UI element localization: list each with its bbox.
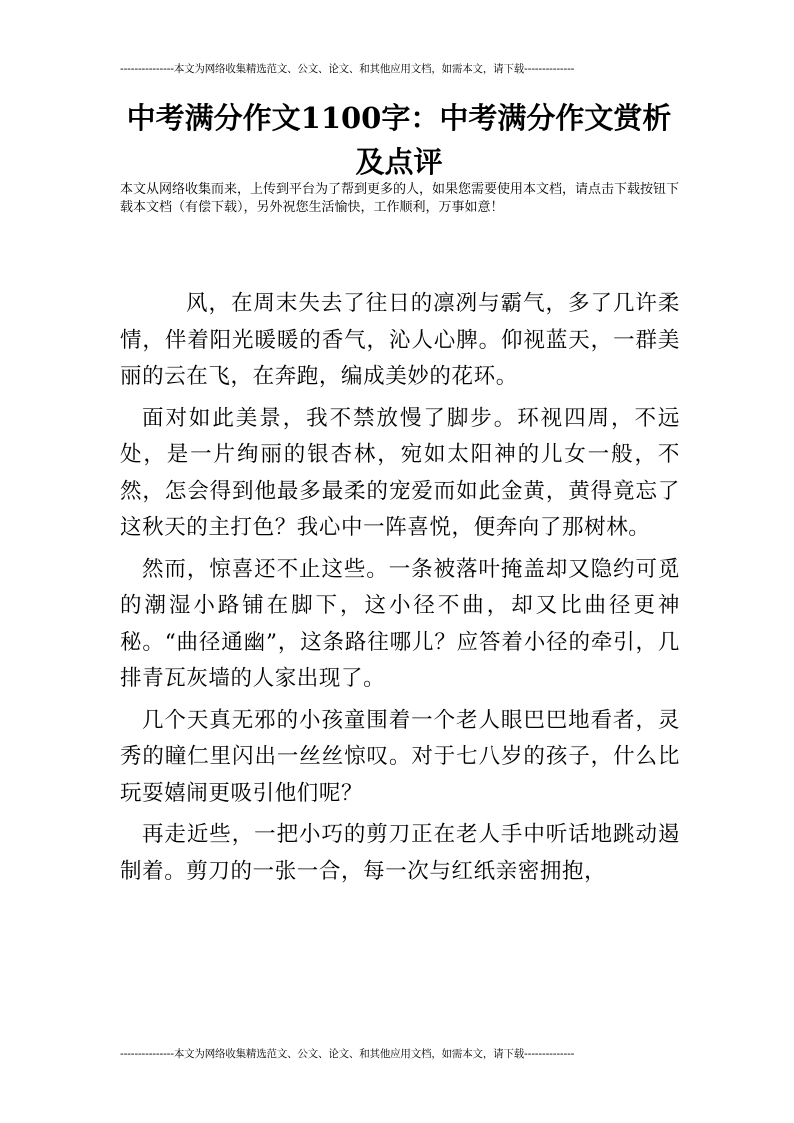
paragraph-1: 风，在周末失去了往日的凛冽与霸气，多了几许柔情，伴着阳光暖暖的香气，沁人心脾。仰视蓝天，一群美丽的云在飞，在奔跑，编成美妙的花环。 — [120, 291, 680, 389]
page-footer-note: ---------------本文为网络收集精选范文、公文、论文、和其他应用文档，如需本文，请下载-------------- — [120, 1048, 575, 1060]
paragraph-3: 然而，惊喜还不止这些。一条被落叶掩盖却又隐约可觅的潮湿小路铺在脚下，这小径不曲，却又比曲径更神秘。“曲径通幽”，这条路往哪儿？应答着小径的牵引，几排青瓦灰墙的人家出现了。 — [120, 556, 680, 691]
paragraph-4: 几个天真无邪的小孩童围着一个老人眼巴巴地看者，灵秀的瞳仁里闪出一丝丝惊叹。对于七八岁的孩子，什么比玩耍嬉闹更吸引他们呢？ — [120, 707, 680, 806]
paragraph-2: 面对如此美景，我不禁放慢了脚步。环视四周，不远处，是一片绚丽的银杏林，宛如太阳神的儿女一般，不然，怎会得到他最多最柔的宠爱而如此金黄，黄得竟忘了这秋天的主打色？我心中一阵喜悦，便奔向了那树林。 — [120, 405, 680, 540]
essay-body — [120, 286, 680, 890]
document-title: 中考满分作文1100字：中考满分作文赏析及点评 — [126, 101, 672, 179]
paragraph-5: 再走近些，一把小巧的剪刀正在老人手中听话地跳动遏制着。剪刀的一张一合，每一次与红纸亲密拥抱， — [120, 822, 680, 884]
intro-notice: 本文从网络收集而来，上传到平台为了帮到更多的人，如果您需要使用本文档，请点击下载按钮下载本文档（有偿下载），另外祝您生活愉快，工作顺利，万事如意！ — [120, 182, 680, 215]
page-header-note: ---------------本文为网络收集精选范文、公文、论文、和其他应用文档，如需本文，请下载-------------- — [120, 63, 575, 75]
